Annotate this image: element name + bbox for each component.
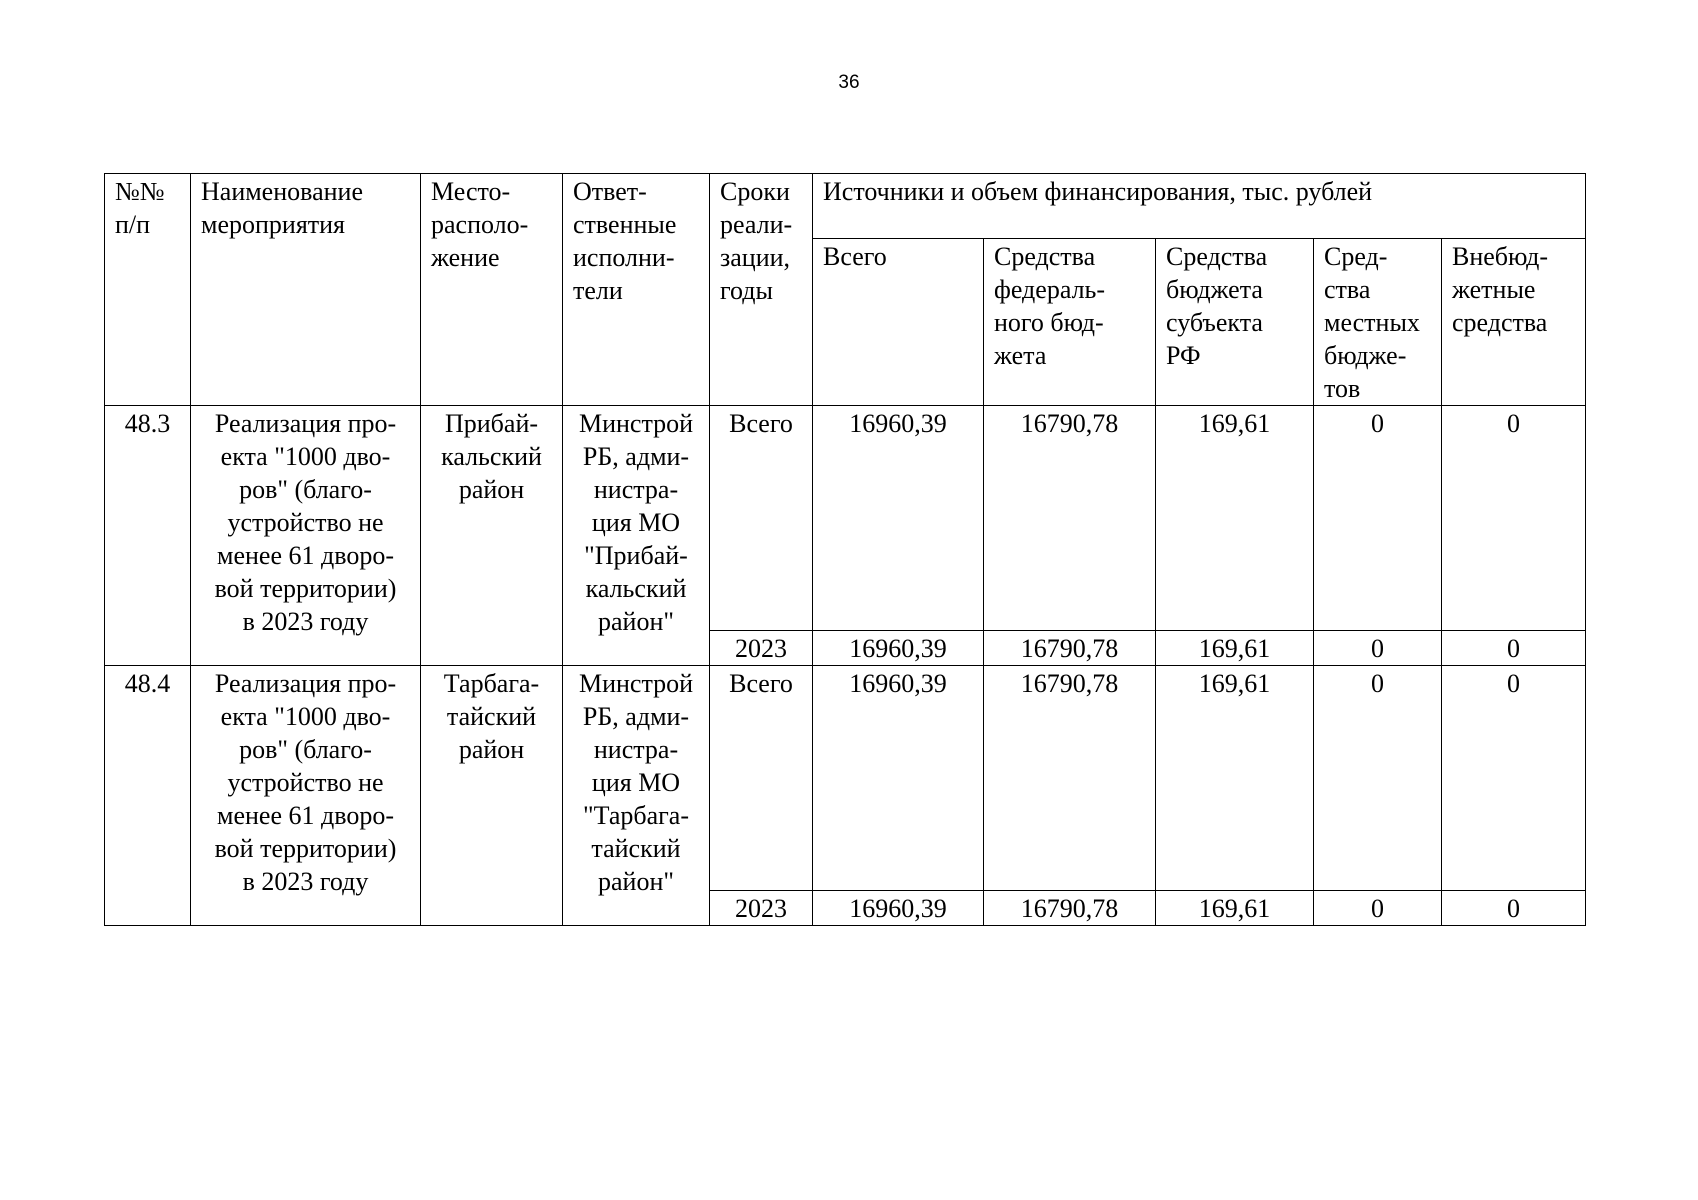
page-number: 36 bbox=[838, 72, 860, 93]
row-regional: 169,61 bbox=[1156, 891, 1314, 926]
row-extra: 0 bbox=[1442, 666, 1586, 891]
header-num: №№ п/п bbox=[105, 174, 191, 406]
header-name: Наименование мероприятия bbox=[191, 174, 421, 406]
header-location: Место- располо- жение bbox=[421, 174, 563, 406]
row-local: 0 bbox=[1314, 666, 1442, 891]
row-extra: 0 bbox=[1442, 406, 1586, 631]
row-local: 0 bbox=[1314, 406, 1442, 631]
row-local: 0 bbox=[1314, 631, 1442, 666]
row-num: 48.3 bbox=[105, 406, 191, 666]
row-period: Всего bbox=[710, 666, 813, 891]
row-num: 48.4 bbox=[105, 666, 191, 926]
header-extra: Внебюд- жетные средства bbox=[1442, 239, 1586, 406]
row-name: Реализация про- екта "1000 дво- ров" (благо- устройство не менее 61 дворо- вой территории) в 2023 году bbox=[191, 406, 421, 666]
header-federal: Средства федераль- ного бюд- жета bbox=[984, 239, 1156, 406]
row-regional: 169,61 bbox=[1156, 406, 1314, 631]
row-period: 2023 bbox=[710, 891, 813, 926]
row-name: Реализация про- екта "1000 дво- ров" (благо- устройство не менее 61 дворо- вой территории) в 2023 году bbox=[191, 666, 421, 926]
table-row bbox=[105, 666, 1586, 891]
header-row-1 bbox=[105, 174, 1586, 239]
header-responsible: Ответ- ственные исполни- тели bbox=[563, 174, 710, 406]
row-responsible: Минстрой РБ, адми- нистра- ция МО "Прибай- кальский район" bbox=[563, 406, 710, 666]
row-period: 2023 bbox=[710, 631, 813, 666]
header-local: Сред- ства местных бюдже- тов bbox=[1314, 239, 1442, 406]
row-period: Всего bbox=[710, 406, 813, 631]
table-row bbox=[105, 406, 1586, 631]
row-extra: 0 bbox=[1442, 891, 1586, 926]
row-total: 16960,39 bbox=[813, 891, 984, 926]
row-regional: 169,61 bbox=[1156, 631, 1314, 666]
row-regional: 169,61 bbox=[1156, 666, 1314, 891]
row-location: Прибай- кальский район bbox=[421, 406, 563, 666]
row-responsible: Минстрой РБ, адми- нистра- ция МО "Тарбага- тайский район" bbox=[563, 666, 710, 926]
row-total: 16960,39 bbox=[813, 631, 984, 666]
row-federal: 16790,78 bbox=[984, 666, 1156, 891]
row-total: 16960,39 bbox=[813, 666, 984, 891]
row-federal: 16790,78 bbox=[984, 631, 1156, 666]
financing-table bbox=[104, 173, 1586, 926]
row-federal: 16790,78 bbox=[984, 406, 1156, 631]
row-local: 0 bbox=[1314, 891, 1442, 926]
row-location: Тарбага- тайский район bbox=[421, 666, 563, 926]
header-regional: Средства бюджета субъекта РФ bbox=[1156, 239, 1314, 406]
row-federal: 16790,78 bbox=[984, 891, 1156, 926]
header-period: Сроки реали- зации, годы bbox=[710, 174, 813, 406]
row-total: 16960,39 bbox=[813, 406, 984, 631]
header-total: Всего bbox=[813, 239, 984, 406]
row-extra: 0 bbox=[1442, 631, 1586, 666]
header-funding: Источники и объем финансирования, тыс. рублей bbox=[813, 174, 1586, 239]
